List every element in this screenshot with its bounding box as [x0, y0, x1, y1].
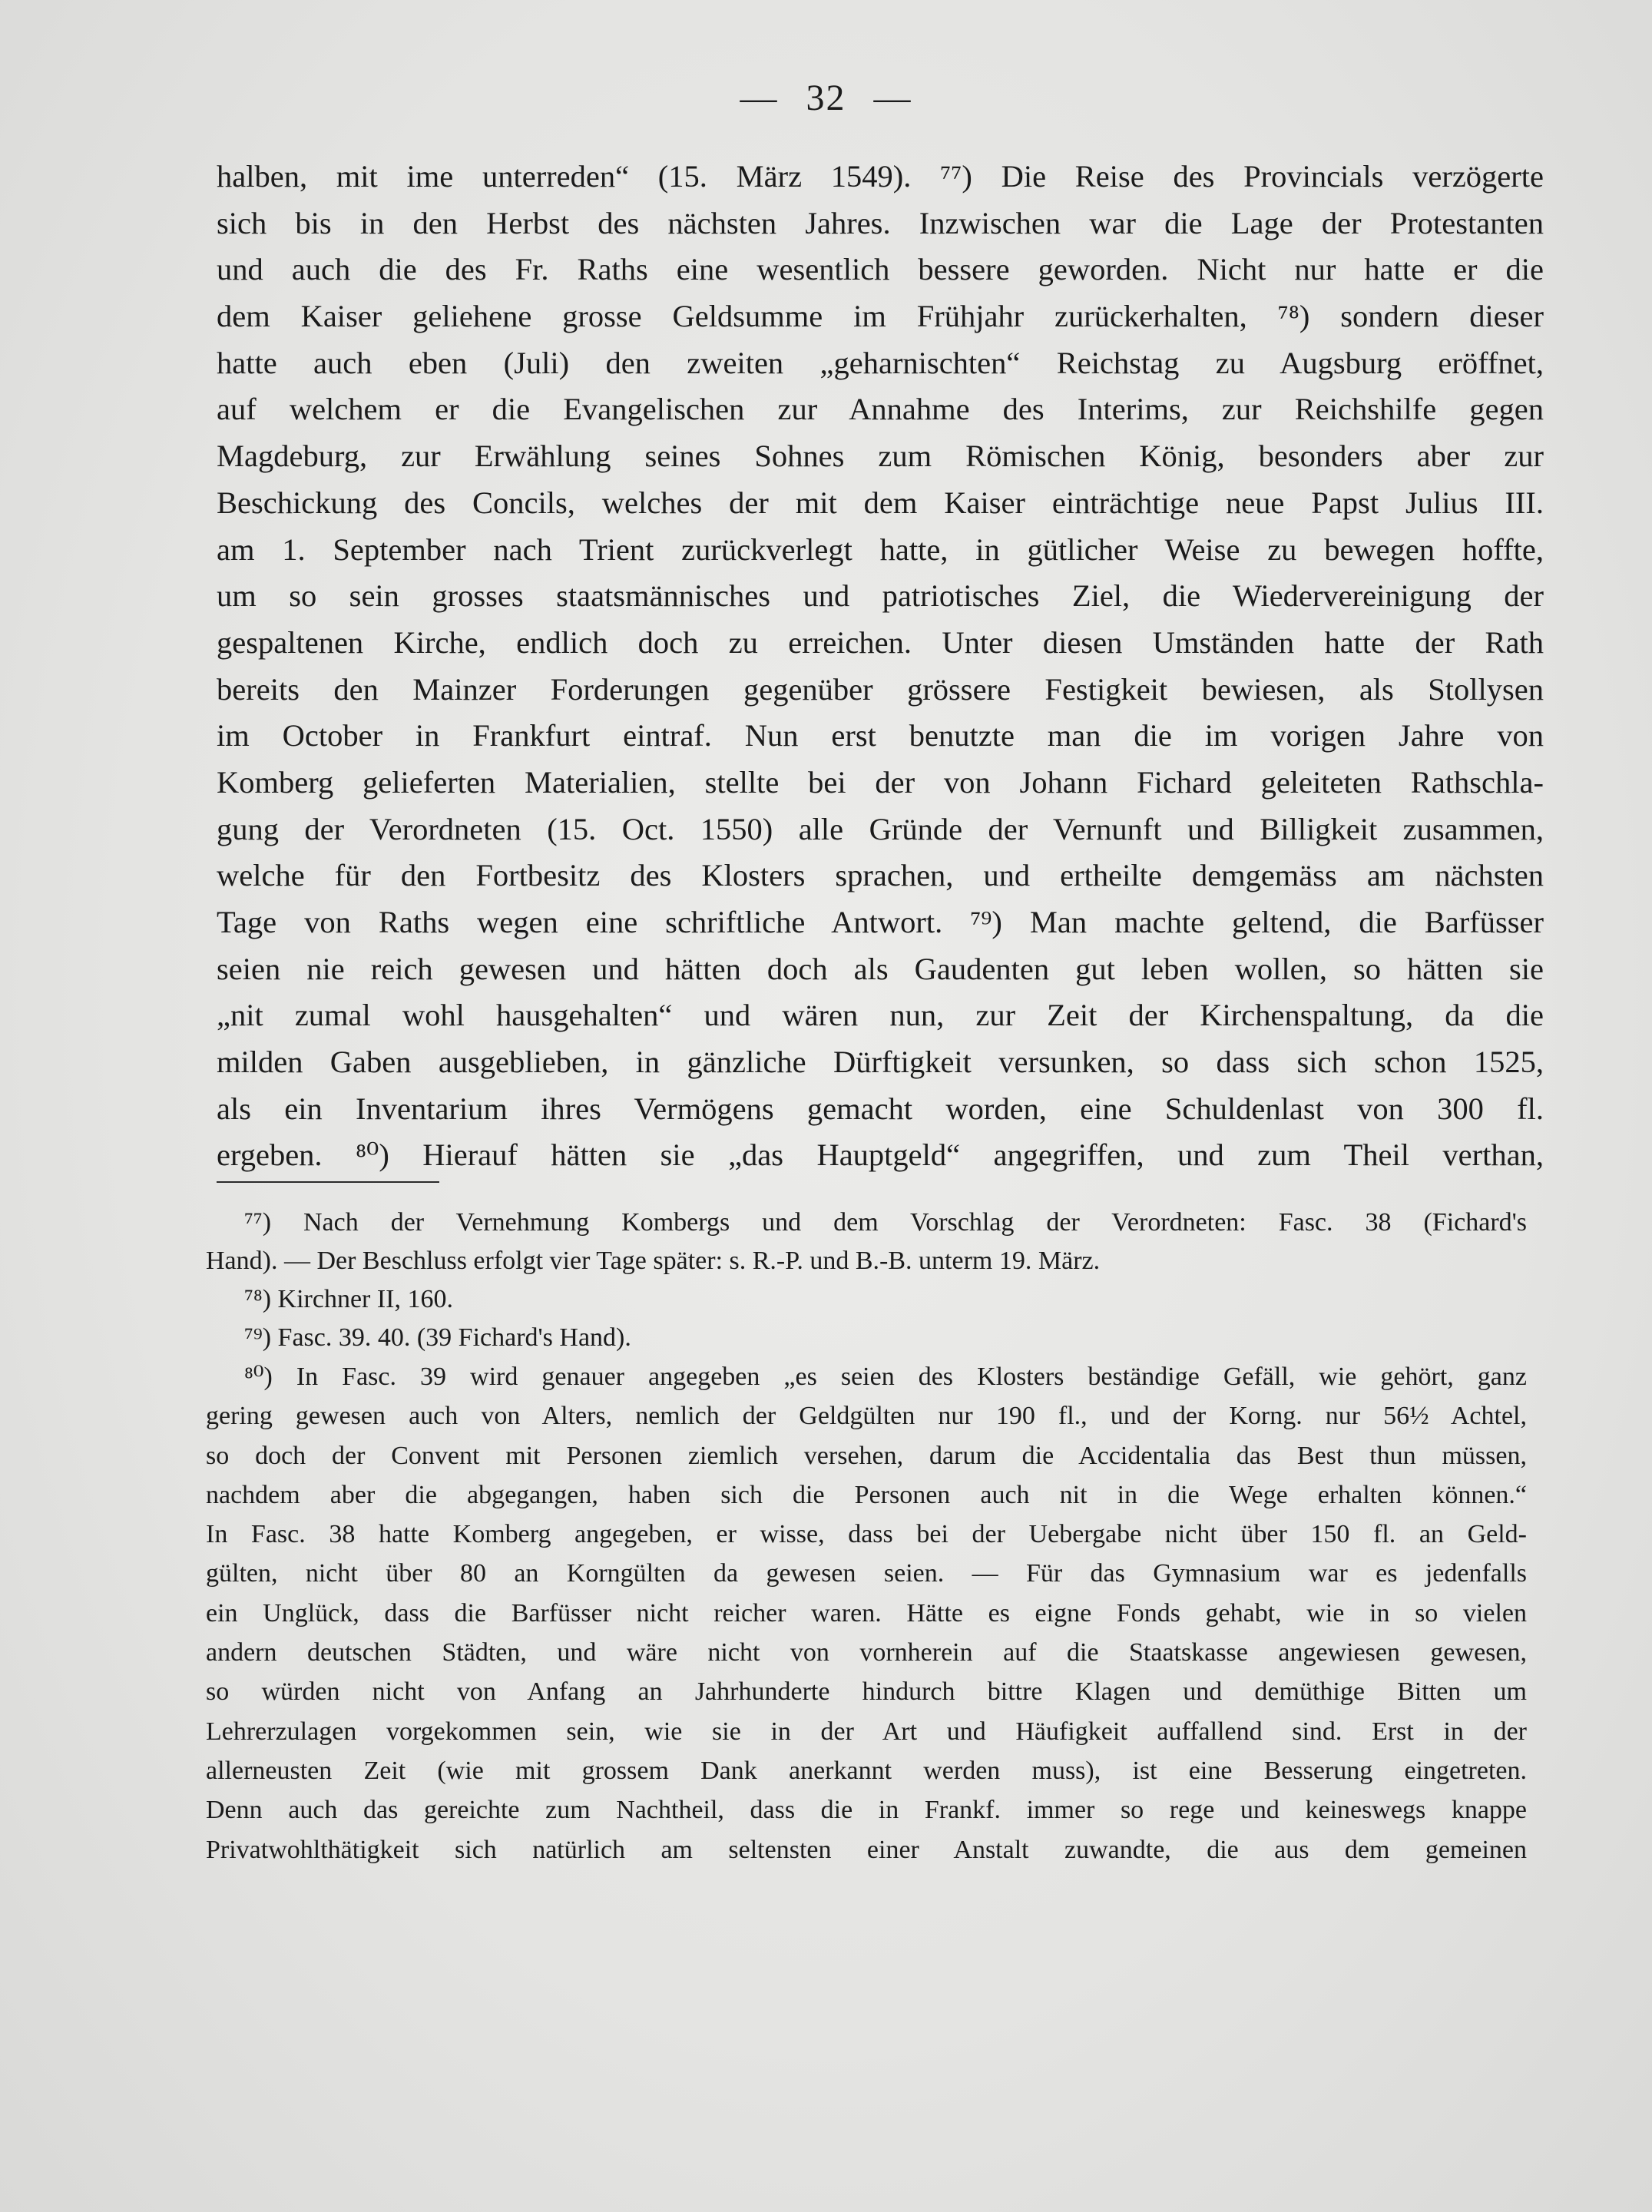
footnote-80-line: nachdem aber die abgegangen, haben sich die Personen auch nit in die Wege erhalten können.“ [206, 1480, 1527, 1509]
footnote-80-line: ein Unglück, dass die Barfüsser nicht reicher waren. Hätte es eigne Fonds gehabt, wie in so vielen [206, 1598, 1527, 1628]
footnote-80-line: Lehrerzulagen vorgekommen sein, wie sie in der Art und Häufigkeit auffallend sind. Erst in der [206, 1717, 1527, 1746]
body-line: um so sein grosses staatsmännisches und patriotisches Ziel, die Wiedervereinigung der [217, 578, 1544, 614]
footnote-80-line: andern deutschen Städten, und wäre nicht von vornherein auf die Staatskasse angewiesen gewesen, [206, 1638, 1527, 1667]
page-header [0, 77, 1652, 119]
footnote-80-line: gering gewesen auch von Alters, nemlich der Geldgülten nur 190 fl., und der Korng. nur 56½ Achtel, [206, 1402, 1527, 1431]
body-line: im October in Frankfurt eintraf. Nun erst benutzte man die im vorigen Jahre von [217, 718, 1544, 753]
body-line: seien nie reich gewesen und hätten doch als Gaudenten gut leben wollen, so hätten sie [217, 951, 1544, 986]
body-line: dem Kaiser geliehene grosse Geldsumme im Frühjahr zurückerhalten, ⁷⁸) sondern dieser [217, 299, 1544, 334]
footnote-77-line-2: Hand). — Der Beschluss erfolgt vier Tage später: s. R.-P. und B.-B. unterm 19. März. [206, 1247, 1101, 1275]
footnote-80-line: In Fasc. 38 hatte Komberg angegeben, er wisse, dass bei der Uebergabe nicht über 150 fl. an Geld- [206, 1520, 1527, 1549]
body-line: am 1. September nach Trient zurückverlegt hatte, in gütlicher Weise zu bewegen hoffte, [217, 531, 1544, 567]
body-line: Komberg gelieferten Materialien, stellte bei der von Johann Fichard geleiteten Rathschla- [217, 764, 1544, 800]
body-line: auf welchem er die Evangelischen zur Annahme des Interims, zur Reichshilfe gegen [217, 392, 1544, 427]
body-line: „nit zumal wohl hausgehalten“ und wären nun, zur Zeit der Kirchenspaltung, da die [217, 998, 1544, 1033]
body-line: Tage von Raths wegen eine schriftliche Antwort. ⁷⁹) Man machte geltend, die Barfüsser [217, 905, 1544, 939]
footnote-separator [217, 1181, 439, 1183]
body-line: und auch die des Fr. Raths eine wesentlich bessere geworden. Nicht nur hatte er die [217, 252, 1544, 287]
footnote-78: ⁷⁸) Kirchner II, 160. [244, 1285, 453, 1313]
footnote-80-line: allerneusten Zeit (wie mit grossem Dank anerkannt werden muss), ist eine Besserung eingetreten. [206, 1756, 1527, 1785]
footnote-80-line: ⁸⁰) In Fasc. 39 wird genauer angegeben „es seien des Klosters beständige Gefäll, wie gehört, ganz [244, 1363, 1527, 1391]
footnotes [206, 1204, 1527, 1869]
body-line: Magdeburg, zur Erwählung seines Sohnes zum Römischen König, besonders aber zur [217, 439, 1544, 474]
body-line: sich bis in den Herbst des nächsten Jahres. Inzwischen war die Lage der Protestanten [217, 205, 1544, 240]
body-line: bereits den Mainzer Forderungen gegenüber grössere Festigkeit bewiesen, als Stollysen [217, 671, 1544, 707]
body-line: ergeben. ⁸⁰) Hierauf hätten sie „das Hauptgeld“ angegriffen, und zum Theil verthan, [217, 1137, 1544, 1173]
header-dash-right: — [873, 78, 912, 118]
footnote-80-line: so doch der Convent mit Personen ziemlich versehen, darum die Accidentalia das Best thun müssen, [206, 1441, 1527, 1470]
body-line: welche für den Fortbesitz des Klosters sprachen, und ertheilte demgemäss am nächsten [217, 858, 1544, 893]
footnote-80-line: Denn auch das gereichte zum Nachtheil, dass die in Frankf. immer so rege und keineswegs knappe [206, 1796, 1527, 1825]
footnote-80-line: gülten, nicht über 80 an Korngülten da gewesen seien. — Für das Gymnasium war es jedenfalls [206, 1559, 1527, 1588]
header-dash-left: — [740, 78, 779, 118]
footnote-79: ⁷⁹) Fasc. 39. 40. (39 Fichard's Hand). [244, 1323, 631, 1352]
body-line: gung der Verordneten (15. Oct. 1550) alle Gründe der Vernunft und Billigkeit zusammen, [217, 811, 1544, 846]
main-text [217, 154, 1544, 1179]
footnote-80-line: Privatwohlthätigkeit sich natürlich am seltensten einer Anstalt zuwandte, die aus dem gemeinen [206, 1835, 1527, 1864]
footnote-80-line: so würden nicht von Anfang an Jahrhunderte hindurch bittre Klagen und demüthige Bitten um [206, 1677, 1527, 1707]
body-line: als ein Inventarium ihres Vermögens gemacht worden, eine Schuldenlast von 300 fl. [217, 1091, 1544, 1126]
body-line: gespaltenen Kirche, endlich doch zu erreichen. Unter diesen Umständen hatte der Rath [217, 624, 1544, 660]
body-line: Beschickung des Concils, welches der mit dem Kaiser einträchtige neue Papst Julius III. [217, 485, 1544, 520]
body-line: hatte auch eben (Juli) den zweiten „geharnischten“ Reichstag zu Augsburg eröffnet, [217, 345, 1544, 380]
body-line: milden Gaben ausgeblieben, in gänzliche Dürftigkeit versunken, so dass sich schon 1525, [217, 1045, 1544, 1080]
page-number: 32 [806, 78, 846, 118]
body-line: halben, mit ime unterreden“ (15. März 1549). ⁷⁷) Die Reise des Provincials verzögerte [217, 159, 1544, 194]
footnote-77-line-1: ⁷⁷) Nach der Vernehmung Kombergs und dem Vorschlag der Verordneten: Fasc. 38 (Fichard's [244, 1208, 1527, 1237]
